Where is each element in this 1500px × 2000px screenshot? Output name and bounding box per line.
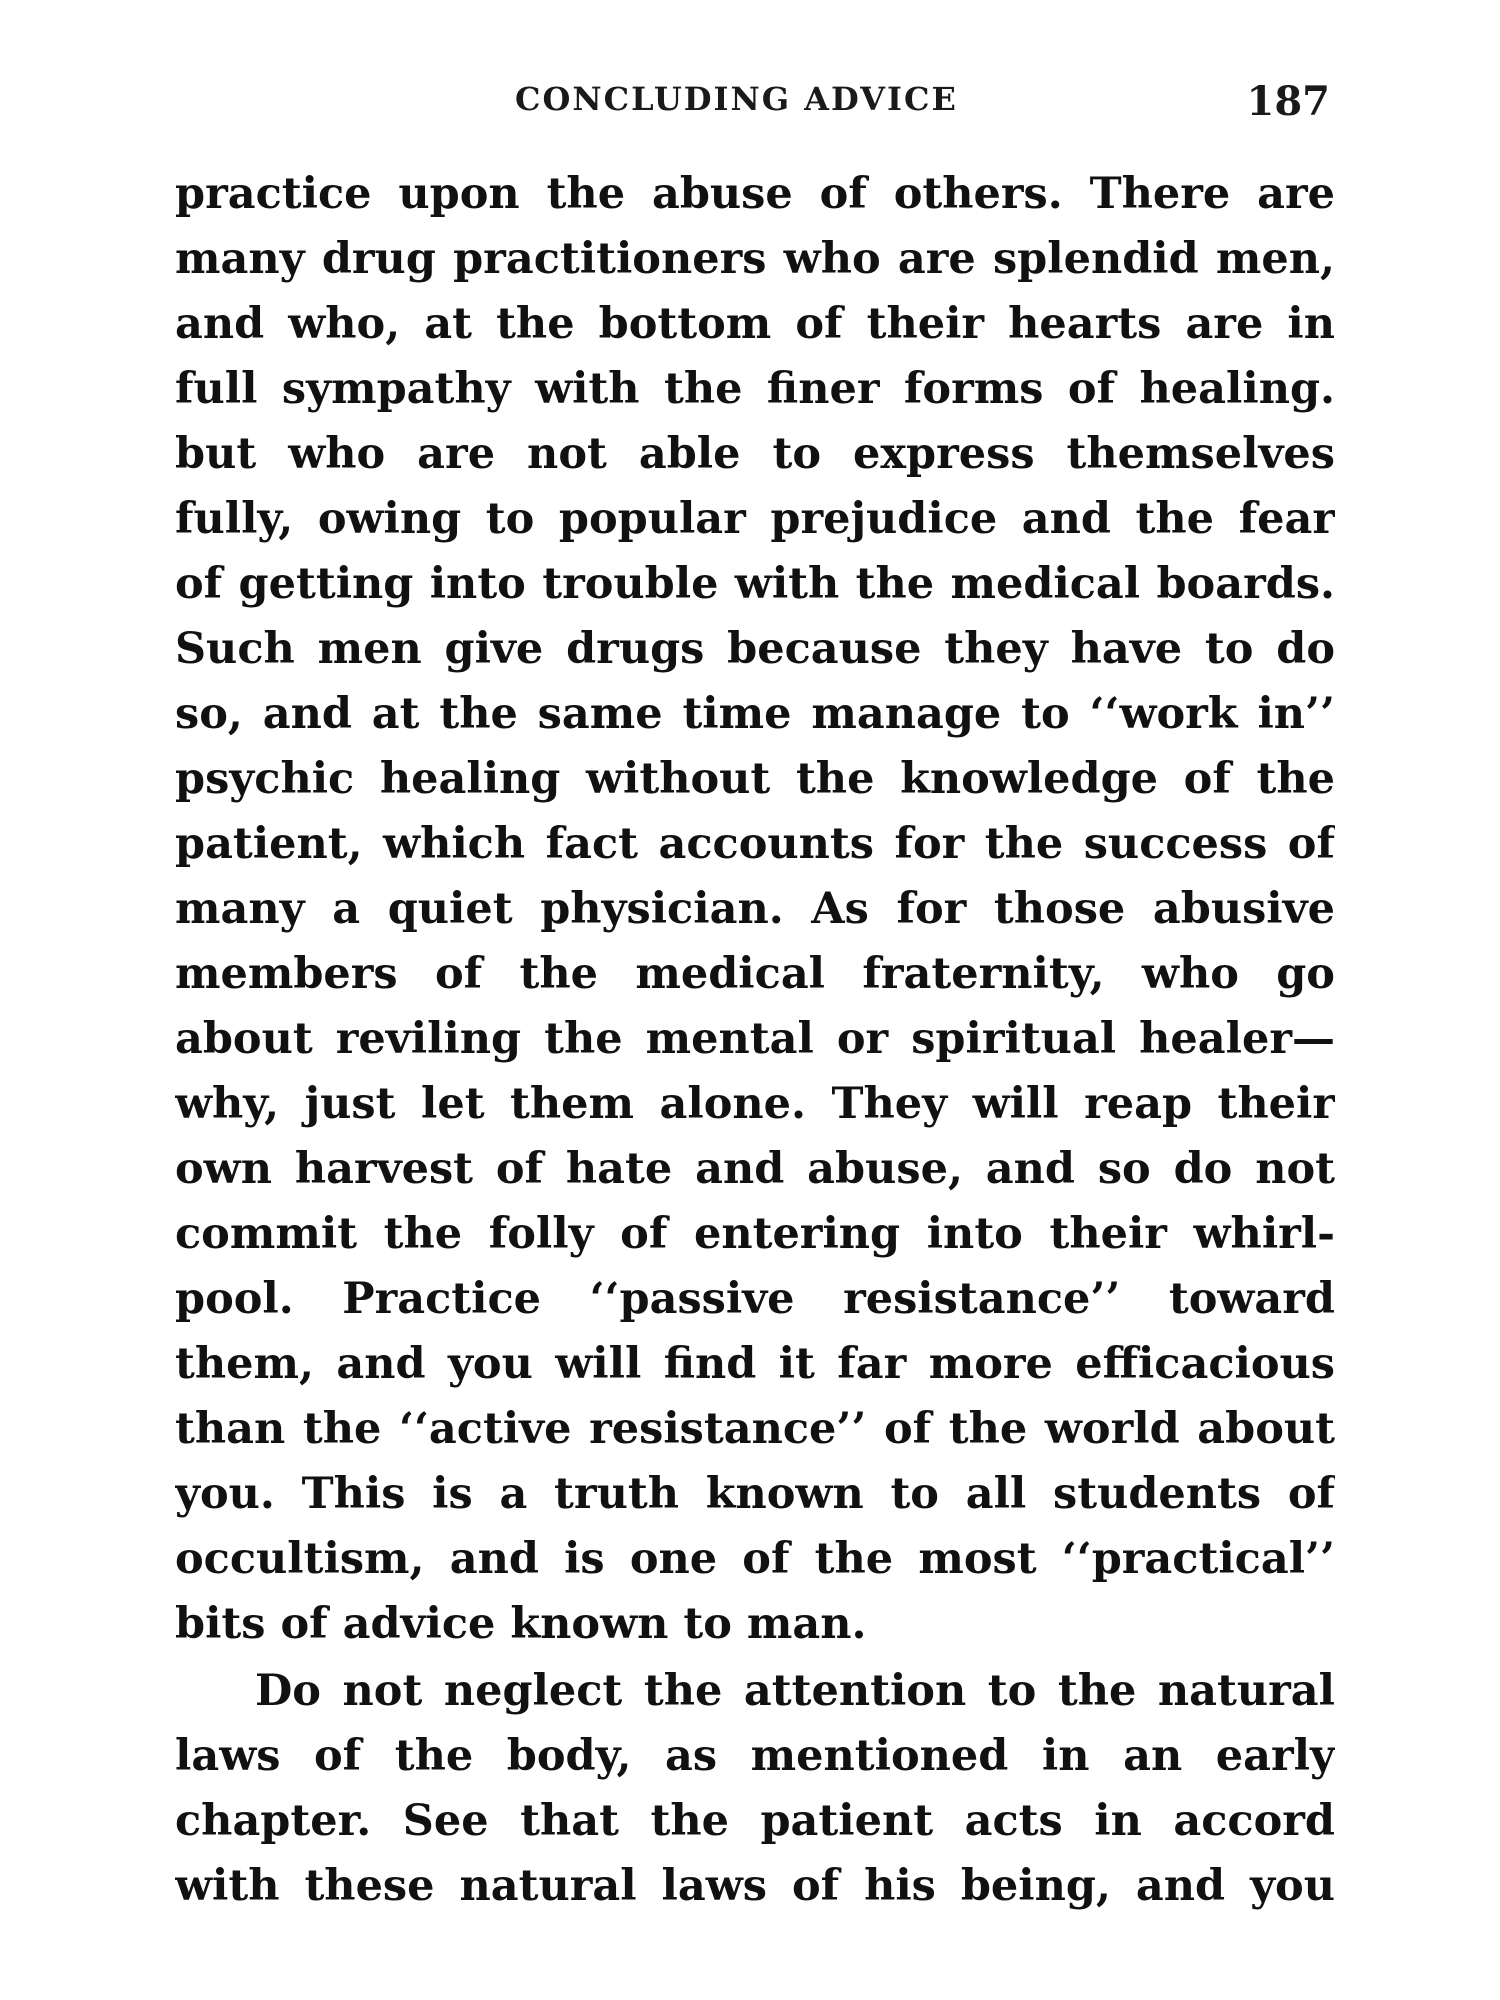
text-line: so, and at the same time manage to ‘‘work in’’ — [175, 689, 1335, 739]
body-text — [175, 162, 1335, 1919]
text-line: pool. Practice ‘‘passive resistance’’ toward — [175, 1274, 1335, 1324]
text-line: many drug practitioners who are splendid men, — [175, 234, 1335, 284]
text-line: full sympathy with the finer forms of healing. — [175, 364, 1335, 414]
text-line: and who, at the bottom of their hearts are in — [175, 299, 1335, 349]
page-number: 187 — [1246, 78, 1330, 125]
text-line: own harvest of hate and abuse, and so do not — [175, 1144, 1335, 1194]
text-line: many a quiet physician. As for those abusive — [175, 884, 1335, 934]
text-line: commit the folly of entering into their whirl- — [175, 1209, 1335, 1259]
running-head — [175, 72, 1330, 132]
text-line: them, and you will find it far more efficacious — [175, 1339, 1335, 1389]
text-line: Such men give drugs because they have to do — [175, 624, 1335, 674]
text-line: of getting into trouble with the medical boards. — [175, 559, 1335, 609]
running-title: CONCLUDING ADVICE — [515, 80, 958, 118]
text-line: members of the medical fraternity, who go — [175, 949, 1335, 999]
text-line: about reviling the mental or spiritual healer— — [175, 1014, 1335, 1064]
text-line: than the ‘‘active resistance’’ of the world about — [175, 1404, 1335, 1454]
text-line: laws of the body, as mentioned in an early — [175, 1731, 1335, 1781]
text-line: psychic healing without the knowledge of the — [175, 754, 1335, 804]
text-line: practice upon the abuse of others. There are — [175, 169, 1335, 219]
text-line: you. This is a truth known to all students of — [175, 1469, 1335, 1519]
text-line: but who are not able to express themselves — [175, 429, 1335, 479]
text-line: Do not neglect the attention to the natural — [255, 1666, 1335, 1716]
text-line: fully, owing to popular prejudice and the fear — [175, 494, 1335, 544]
text-line: patient, which fact accounts for the success of — [175, 819, 1335, 869]
text-line: occultism, and is one of the most ‘‘practical’’ — [175, 1534, 1335, 1584]
text-line: chapter. See that the patient acts in accord — [175, 1796, 1335, 1846]
text-line: with these natural laws of his being, and you — [175, 1861, 1335, 1911]
paragraph-1 — [175, 162, 1335, 1657]
text-line: why, just let them alone. They will reap their — [175, 1079, 1335, 1129]
text-line: bits of advice known to man. — [175, 1599, 867, 1649]
paragraph-2 — [175, 1659, 1335, 1919]
